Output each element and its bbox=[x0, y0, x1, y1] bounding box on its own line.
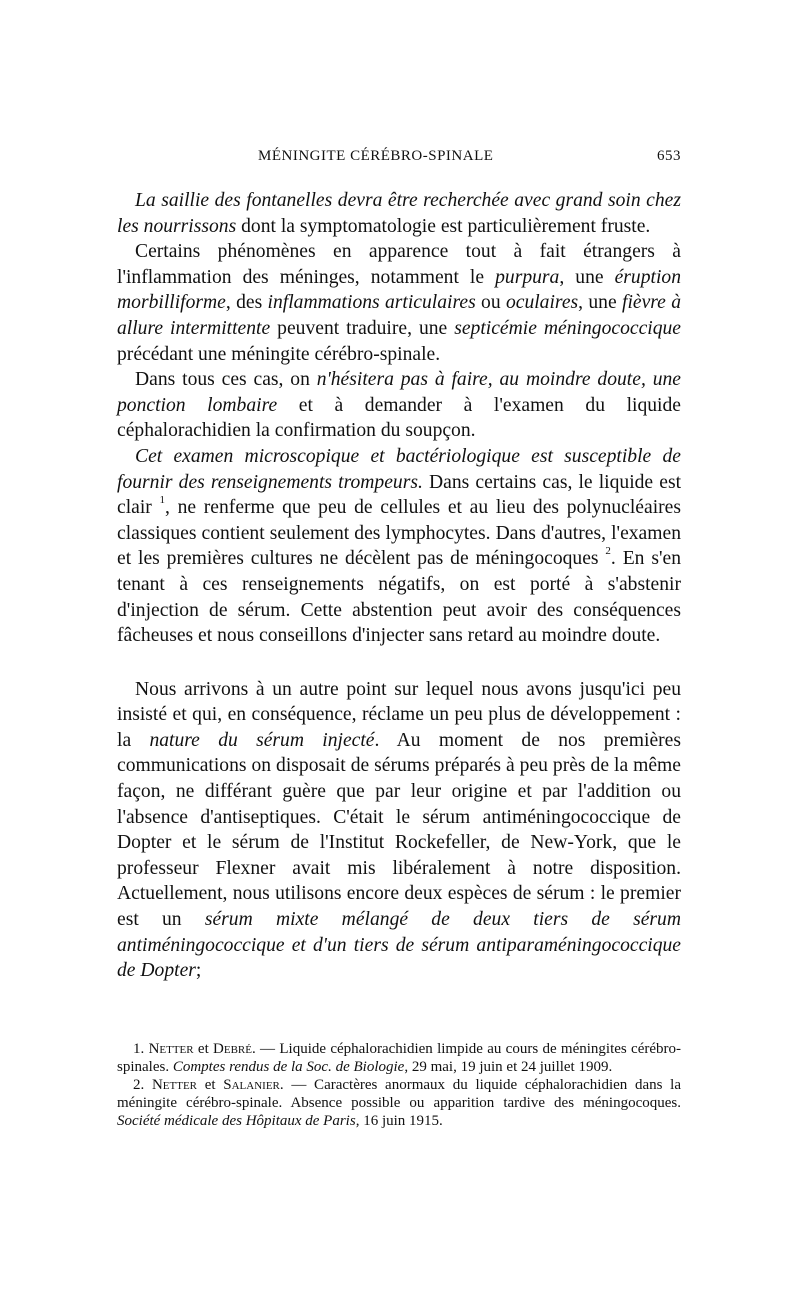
italic-text: La saillie des fontanelles devra être recherchée avec grand soin chez les nourrissons bbox=[117, 190, 681, 237]
paragraph bbox=[117, 239, 681, 367]
text-run: Salanier bbox=[223, 1076, 280, 1093]
text-run: précédant une méningite cérébro-spinale. bbox=[117, 343, 441, 365]
italic-text: oculaires bbox=[505, 292, 579, 314]
text-run: , 29 mai, 19 juin et 24 juillet 1909. bbox=[404, 1058, 613, 1075]
running-head bbox=[117, 148, 681, 170]
text-run: , une bbox=[559, 266, 615, 288]
paragraph bbox=[117, 188, 681, 239]
footnote bbox=[117, 1076, 681, 1130]
italic-text: Société médicale des Hôpitaux de Paris bbox=[117, 1112, 356, 1129]
footnote-ref: 2 bbox=[605, 545, 611, 558]
text-run: , 16 juin 1915. bbox=[355, 1112, 443, 1129]
footnotes bbox=[117, 1040, 681, 1130]
text-run: Dans tous ces cas, on bbox=[135, 369, 317, 391]
italic-text: inflammations articulaires bbox=[267, 292, 476, 314]
text-run: . — Caractères anormaux du liquide céphalorachidien dans la méningite cérébro-spinale. Absence possible ou apparition tardive des méningocoques. bbox=[117, 1076, 682, 1111]
italic-text: purpura bbox=[495, 266, 560, 288]
page-number: 653 bbox=[657, 148, 681, 164]
text-run: et à demander à l'examen du liquide céphalorachidien la confirmation du soupçon. bbox=[117, 394, 681, 442]
text-run: Nous arrivons à un autre point sur lequel nous avons jusqu'ici peu insisté et qui, en conséquence, réclame un peu plus de développement : la bbox=[117, 678, 681, 751]
text-run: . — Liquide céphalorachidien limpide au cours de méningites cérébro-spinales. bbox=[117, 1040, 682, 1075]
text-run: 1. bbox=[133, 1040, 149, 1057]
text-run: peuvent traduire, une bbox=[270, 317, 455, 339]
italic-text: n'hésitera pas à faire, au moindre doute, une ponction lombaire bbox=[117, 369, 681, 416]
text-run: et bbox=[197, 1076, 224, 1093]
text-run: Netter bbox=[151, 1076, 198, 1093]
text-run: Netter bbox=[148, 1040, 194, 1057]
text-run: Dans certains cas, le liquide est clair bbox=[117, 471, 682, 519]
body-text bbox=[117, 188, 681, 984]
footnote bbox=[117, 1040, 681, 1076]
italic-text: Comptes rendus de la Soc. de Biologie bbox=[172, 1058, 405, 1075]
text-run: . Au moment de nos premières communications on disposait de sérums préparés à peu près de la même façon, ne différant guère que par leur origine et par l'addition ou l'absence d'antiseptiques. C'était le sérum antiméningococcique de Dopter et le sérum de l'Institut Rockefeller, de New-York, que le professeur Flexner avait mis libéralement à notre disposition. Actuellement, nous utilisons encore deux espèces de sérum : le premier est un bbox=[117, 729, 681, 931]
book-page bbox=[117, 148, 681, 1130]
footnote-ref: 1 bbox=[159, 494, 165, 507]
paragraph bbox=[117, 677, 681, 984]
italic-text: nature du sérum injecté bbox=[149, 729, 375, 751]
text-run: , ne renferme que peu de cellules et au lieu des polynucléaires classiques contient seulement des lymphocytes. Dans d'autres, l'examen et les premières cultures ne décèlent pas de méningocoques bbox=[117, 497, 681, 570]
text-run: ou bbox=[475, 292, 506, 314]
italic-text: septicémie méningococcique bbox=[454, 317, 681, 339]
text-run: 2. bbox=[133, 1076, 152, 1093]
section-gap bbox=[117, 649, 681, 677]
italic-text: sérum mixte mélangé de deux tiers de sérum antiméningococcique et d'un tiers de sérum antiparaméningococcique de Dopter bbox=[117, 909, 681, 982]
italic-text: Cet examen microscopique et bactériologique est susceptible de fournir des renseignements trompeurs. bbox=[117, 445, 681, 493]
text-run: ; bbox=[195, 960, 202, 982]
text-run: et bbox=[193, 1040, 214, 1057]
text-run: dont la symptomatologie est particulièrement fruste. bbox=[236, 215, 651, 237]
text-run: . En s'en tenant à ces renseignements négatifs, on est porté à s'abstenir d'injection de sérum. Cette abstention peut avoir des conséquences fâcheuses et nous conseillons d'injecter sans retard au moindre doute. bbox=[117, 548, 681, 647]
text-run: , une bbox=[578, 292, 622, 314]
italic-text: fièvre à allure intermittente bbox=[117, 292, 681, 339]
running-head-title: MÉNINGITE CÉRÉBRO-SPINALE bbox=[258, 148, 494, 164]
paragraph bbox=[117, 444, 681, 649]
paragraph bbox=[117, 367, 681, 444]
text-run: , des bbox=[225, 292, 268, 314]
text-run: Debré bbox=[213, 1040, 252, 1057]
italic-text: éruption morbilliforme bbox=[117, 266, 681, 314]
text-run: Certains phénomènes en apparence tout à fait étrangers à l'inflammation des méninges, notamment le bbox=[117, 241, 681, 288]
